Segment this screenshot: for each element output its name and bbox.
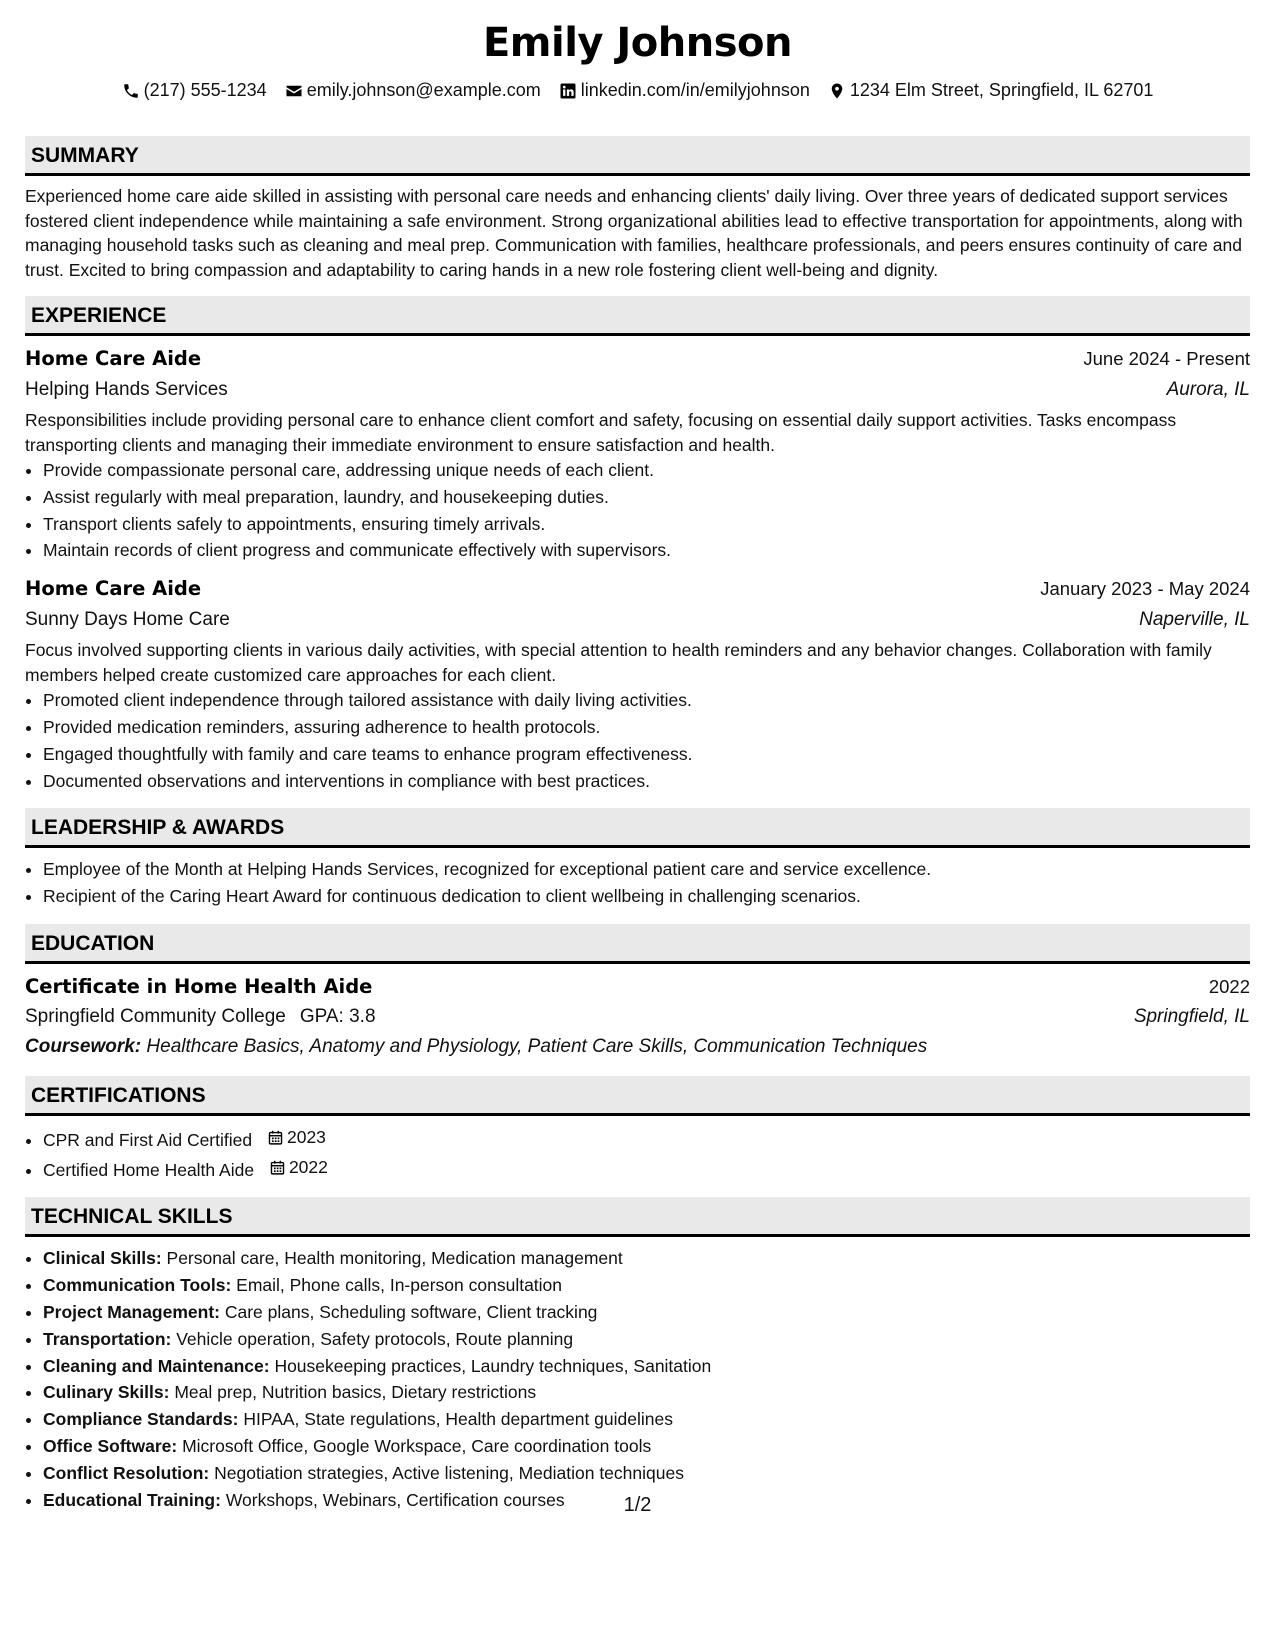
address-text: 1234 Elm Street, Springfield, IL 62701 [849, 80, 1154, 100]
job-description: Responsibilities include providing personal care to enhance client comfort and safety, focusing on essential daily support activities. Tasks encompass transporting clients and managing their immediate environment to ensure satisfaction and health. [25, 410, 1177, 455]
gpa: GPA: 3.8 [299, 1005, 376, 1027]
skill-list [25, 1245, 1250, 1513]
job-entry [25, 574, 1250, 794]
job-bullet: • Documented observations and interventions in compliance with best practices. [43, 768, 1250, 795]
skill-label: Project Management: [43, 1301, 220, 1322]
job-bullet: • Assist regularly with meal preparation, laundry, and housekeeping duties. [43, 484, 1250, 511]
coursework-label: Coursework: [25, 1035, 142, 1057]
skill-item [43, 1433, 1250, 1460]
job-company: Helping Hands Services [25, 379, 228, 400]
award-list [25, 856, 1250, 910]
job-bullet: • Engaged thoughtfully with family and care teams to enhance program effectiveness. [43, 741, 1250, 768]
certification-item [43, 1124, 1250, 1154]
certification-date: 2023 [286, 1126, 326, 1147]
skill-item [43, 1299, 1250, 1326]
skill-value: Vehicle operation, Safety protocols, Route planning [176, 1328, 574, 1349]
skill-item [43, 1272, 1250, 1299]
job-bullet: • Provide compassionate personal care, addressing unique needs of each client. [43, 457, 1250, 484]
education-section [25, 924, 1250, 1062]
skill-label: Communication Tools: [43, 1275, 232, 1296]
skill-item [43, 1379, 1250, 1406]
contact-linkedin[interactable] [559, 80, 810, 101]
skill-value: Workshops, Webinars, Certification courses [225, 1489, 565, 1510]
section-title-experience: EXPERIENCE [25, 296, 1250, 336]
skill-item [43, 1406, 1250, 1433]
skill-item [43, 1245, 1250, 1272]
linkedin-icon [559, 82, 577, 100]
school-line [25, 1002, 376, 1032]
job-bullet: • Provided medication reminders, assuring adherence to health protocols. [43, 714, 1250, 741]
skill-value: Email, Phone calls, In-person consultation [236, 1275, 563, 1296]
certification-date: 2022 [288, 1156, 328, 1177]
job-bullet: • Transport clients safely to appointments, ensuring timely arrivals. [43, 511, 1250, 538]
job-location: Aurora, IL [1166, 379, 1250, 400]
award-item: • Employee of the Month at Helping Hands Services, recognized for exceptional patient care and service excellence. [43, 856, 1250, 883]
school-name: Springfield Community College [25, 1005, 286, 1027]
job-bullet: • Promoted client independence through tailored assistance with daily living activities. [43, 687, 1250, 714]
job-description: Focus involved supporting clients in various daily activities, with special attention to health reminders and any behavior changes. Collaboration with family members helped create customized care approaches for each client. [25, 640, 1212, 685]
phone-text: (217) 555-1234 [143, 80, 267, 100]
skill-item [43, 1353, 1250, 1380]
certification-name: CPR and First Aid Certified [43, 1129, 253, 1150]
section-title-leadership: LEADERSHIP & AWARDS [25, 808, 1250, 848]
job-company: Sunny Days Home Care [25, 609, 230, 631]
summary-text: Experienced home care aide skilled in assisting with personal care needs and enhancing clients' daily living. Over three years of dedicated support services fostered client independence while maintaining a safe environment. Strong organizational abilities lead to effective transportation for appointments, along with managing household tasks such as cleaning and meal prep. Communication with families, healthcare professionals, and peers ensures continuity of care and trust. Excited to bring compassion and adaptability to caring hands in a new role fostering client well-being and dignity. [25, 186, 1243, 280]
section-title-skills: TECHNICAL SKILLS [25, 1197, 1250, 1237]
skill-value: HIPAA, State regulations, Health department guidelines [243, 1409, 673, 1430]
skill-value: Personal care, Health monitoring, Medication management [166, 1248, 623, 1269]
envelope-icon [285, 82, 303, 100]
section-title-summary: SUMMARY [25, 136, 1250, 176]
job-title: Home Care Aide [25, 347, 202, 370]
job-location: Naperville, IL [1139, 609, 1250, 631]
certification-name: Certified Home Health Aide [43, 1159, 255, 1180]
certifications-section [25, 1076, 1250, 1183]
certification-list [25, 1124, 1250, 1183]
coursework-list: Healthcare Basics, Anatomy and Physiology, Patient Care Skills, Communication Techniques [146, 1035, 928, 1057]
phone-icon [122, 82, 140, 100]
contact-email[interactable] [285, 80, 541, 101]
coursework [25, 1032, 1250, 1062]
page-number: 1/2 [623, 1494, 652, 1516]
education-year: 2022 [1208, 975, 1250, 997]
summary-section [25, 136, 1250, 282]
leadership-section [25, 808, 1250, 910]
contact-address [828, 80, 1154, 101]
skill-label: Transportation: [43, 1328, 172, 1349]
skill-label: Compliance Standards: [43, 1409, 239, 1430]
skill-value: Microsoft Office, Google Workspace, Care coordination tools [182, 1435, 652, 1456]
linkedin-text[interactable]: linkedin.com/in/emilyjohnson [580, 80, 810, 100]
skill-label: Educational Training: [43, 1489, 221, 1510]
candidate-name: Emily Johnson [482, 20, 792, 66]
education-location: Springfield, IL [1133, 1005, 1250, 1027]
map-pin-icon [828, 82, 846, 100]
job-dates: June 2024 - Present [1083, 348, 1250, 369]
job-title: Home Care Aide [25, 577, 202, 601]
job-bullets [25, 687, 1250, 794]
section-title-certifications: CERTIFICATIONS [25, 1076, 1250, 1116]
skill-label: Office Software: [43, 1435, 178, 1456]
calendar-icon [269, 1159, 286, 1176]
contact-row [0, 80, 1275, 101]
award-item: • Recipient of the Caring Heart Award for continuous dedication to client wellbeing in challenging scenarios. [43, 883, 1250, 910]
contact-phone [122, 80, 267, 101]
calendar-icon [267, 1129, 284, 1146]
skill-item [43, 1326, 1250, 1353]
skill-value: Care plans, Scheduling software, Client tracking [224, 1301, 598, 1322]
job-bullet: • Maintain records of client progress and communicate effectively with supervisors. [43, 537, 1250, 564]
job-dates: January 2023 - May 2024 [1040, 578, 1250, 600]
job-entry [25, 344, 1250, 564]
section-title-education: EDUCATION [25, 924, 1250, 964]
job-bullets [25, 457, 1250, 564]
skill-label: Culinary Skills: [43, 1382, 170, 1403]
experience-section [25, 296, 1250, 794]
skill-label: Cleaning and Maintenance: [43, 1355, 270, 1376]
skills-section [25, 1197, 1250, 1513]
skill-label: Clinical Skills: [43, 1248, 162, 1269]
skill-value: Negotiation strategies, Active listening, Mediation techniques [214, 1462, 684, 1483]
skill-item [43, 1460, 1250, 1487]
certification-item [43, 1154, 1250, 1184]
skill-value: Housekeeping practices, Laundry techniques, Sanitation [274, 1355, 712, 1376]
email-text[interactable]: emily.johnson@example.com [306, 80, 541, 100]
degree-title: Certificate in Home Health Aide [25, 974, 373, 998]
skill-value: Meal prep, Nutrition basics, Dietary restrictions [174, 1382, 537, 1403]
skill-label: Conflict Resolution: [43, 1462, 210, 1483]
resume-content [25, 136, 1250, 1527]
